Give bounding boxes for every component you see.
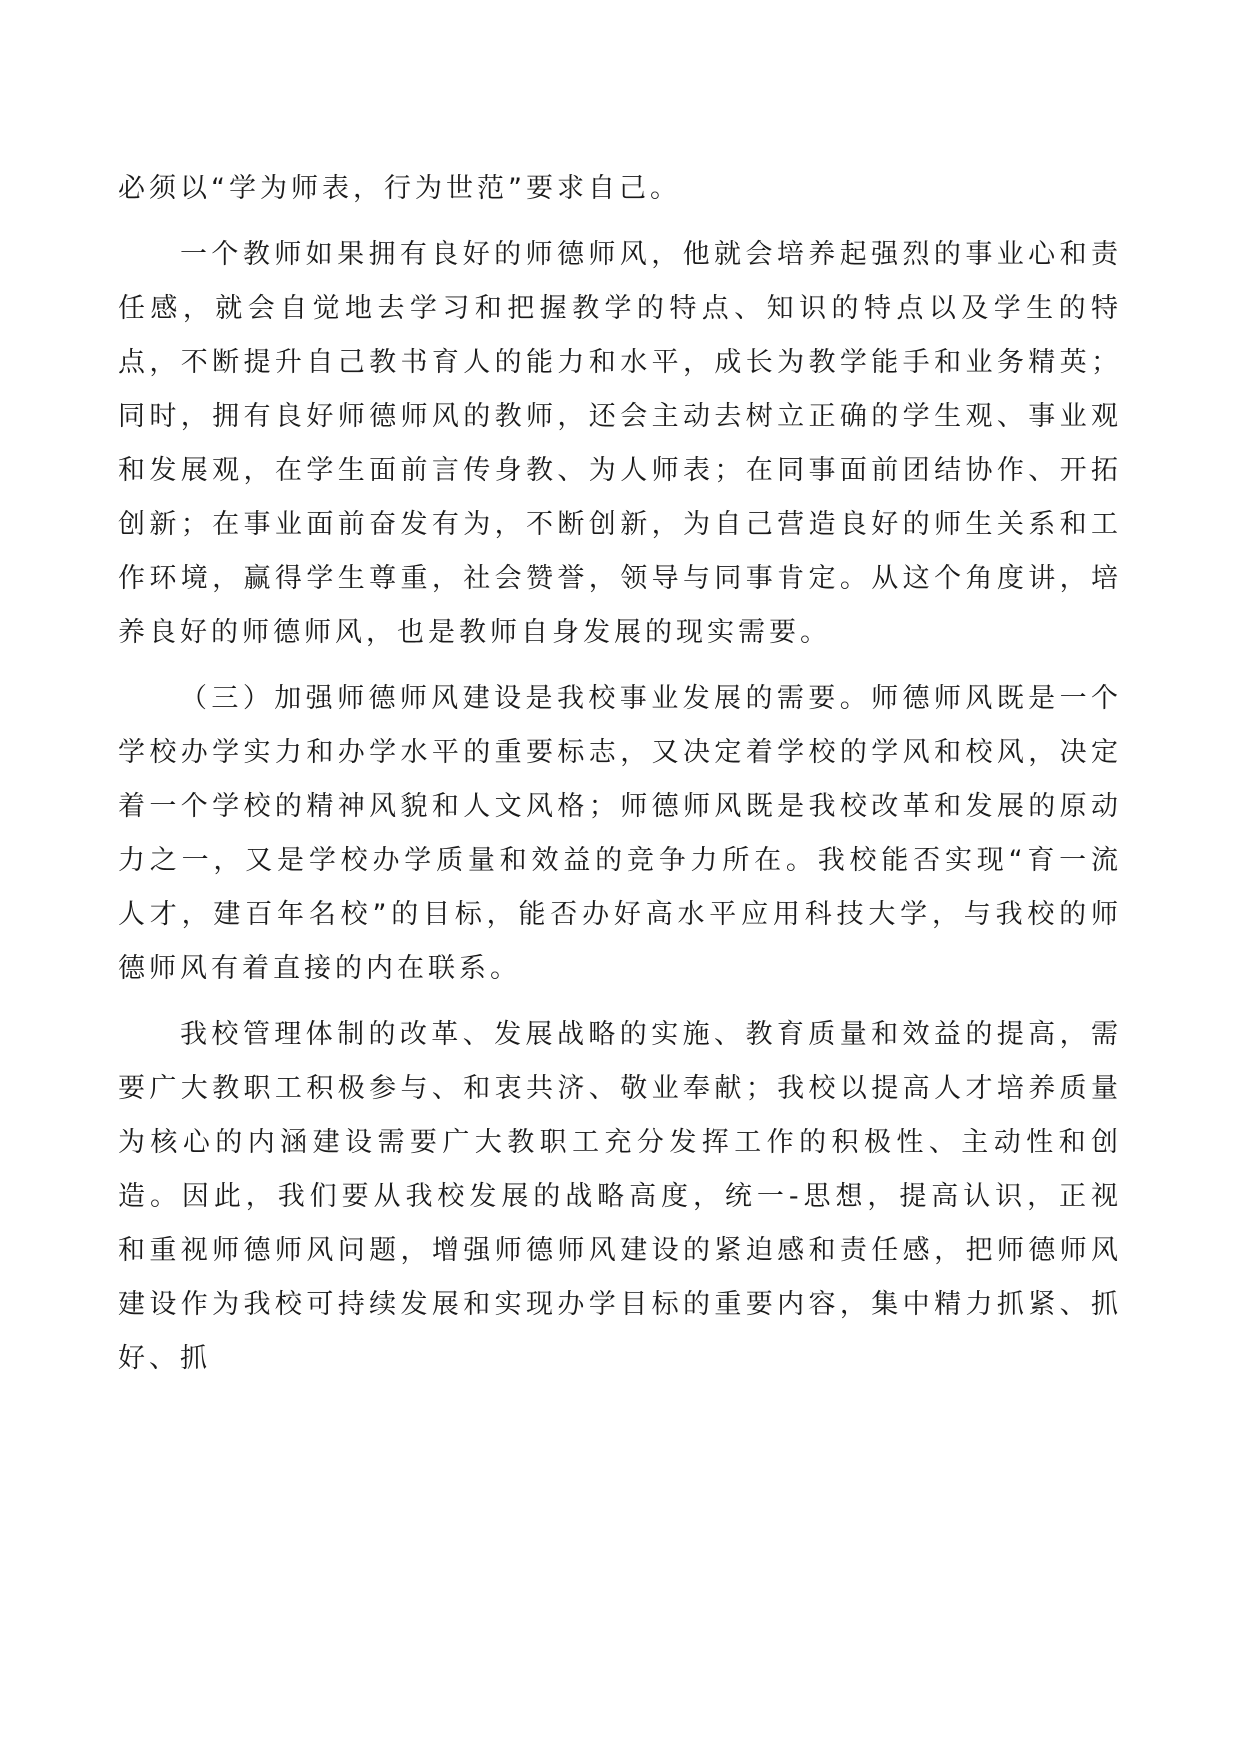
paragraph-school-reform: 我校管理体制的改革、发展战略的实施、教育质量和效益的提高，需要广大教职工积极参与、和衷共济、敬业奉献；我校以提高人才培养质量为核心的内涵建设需要广大教职工充分发挥工作的积极性、主动性和创造。因此，我们要从我校发展的战略高度，统一-思想，提高认识，正视和重视师德师风问题，增强师德师风建设的紧迫感和责任感，把师德师风建设作为我校可持续发展和实现办学目标的重要内容，集中精力抓紧、抓好、抓 [118, 1019, 1122, 1374]
paragraph-teacher-ethics-benefits: 一个教师如果拥有良好的师德师风，他就会培养起强烈的事业心和责任感，就会自觉地去学习和把握教学的特点、知识的特点以及学生的特点，不断提升自己教书育人的能力和水平，成长为教学能手和业务精英；同时，拥有良好师德师风的教师，还会主动去树立正确的学生观、事业观和发展观，在学生面前言传身教、为人师表；在同事面前团结协作、开拓创新；在事业面前奋发有为，不断创新，为自己营造良好的师生关系和工作环境，赢得学生尊重，社会赞誉，领导与同事肯定。从这个角度讲，培养良好的师德师风，也是教师自身发展的现实需要。 [118, 239, 1122, 648]
document-page [118, 162, 1122, 1386]
paragraph-continuation: 必须以“学为师表，行为世范”要求自己。 [118, 173, 681, 204]
paragraph-section-three: （三）加强师德师风建设是我校事业发展的需要。师德师风既是一个学校办学实力和办学水平的重要标志，又决定着学校的学风和校风，决定着一个学校的精神风貌和人文风格；师德师风既是我校改革和发展的原动力之一，又是学校办学质量和效益的竞争力所在。我校能否实现“育一流人才，建百年名校”的目标，能否办好高水平应用科技大学，与我校的师德师风有着直接的内在联系。 [118, 683, 1122, 984]
